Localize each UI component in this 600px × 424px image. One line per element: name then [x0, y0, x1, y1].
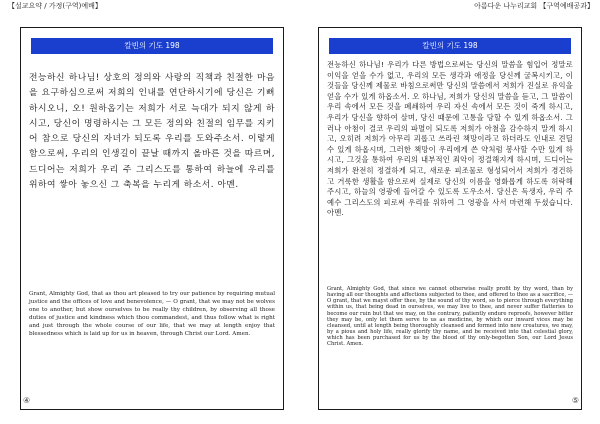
english-prayer-text: Grant, Almighty God, that since we cannot otherwise really profit by thy word, than by having all our thoughts and affections subjected to thee, and offered to thee as a sacrifice, — O grant, that we mayst offer thee, by the sound of thy word, so to pierce through everything within us, that being dead in ourselves, we may live to thee, and never suffer flatteries to become our ruin but that we may, on the contrary, patiently endure reproofs, however bitter they may be, only let them serve to us as medicine, by which our inward vices may be cleansed, until at length being thoroughly cleansed and formed into new creatures, we may, by a pious and holy life, really glorify thy name, and be received into that celestial glory, which has been purchased for us by the blood of thy only-begotten Son, our Lord Jesus Christ. Amen. — [327, 286, 573, 348]
page-number: ④ — [23, 396, 31, 405]
left-page — [20, 27, 284, 410]
header-right-text: 아름다운 나누리교회 【구역예배공과】 — [474, 2, 594, 10]
english-prayer-text: Grant, Almighty God, that as thou art pleased to try our patience by requiring mutual justice and the offices of love and benevolence, — O grant, that we may not be wolves one to another, but show ourselves to be really thy children, by observing all those duties of justice and kindness which thou commandest, and thus follow what is right and just through the whole course of our life, that we may at length enjoy that blessedness which is laid up for us in heaven, through Christ our Lord. Amen. — [29, 291, 275, 338]
prayer-title-bar: 칼빈의 기도 198 — [329, 38, 571, 54]
prayer-title-bar: 칼빈의 기도 198 — [31, 38, 273, 54]
korean-prayer-text: 전능하신 하나님! 우리가 다른 방법으로써는 당신의 말씀을 힘입어 정말로 이익을 얻을 수가 없고, 우리의 모든 생각과 애정을 당신께 굴복시키고, 이것들을 당신께 제물로 바침으로써만 당신의 말씀에서 저희가 진실로 유익을 얻을 수가 있게 하옵소서. 오 하나님, 저희가 당신의 말씀을 듣고, 그 말씀이 우리 속에서 모든 것을 폐쇄하여 우리 자신 속에서 모든 것이 죽게 하시고, 우리가 당신을 향하여 살며, 당신 때문에 고통을 당할 수 있게 하옵소서. 그러나 아첨이 결코 우리의 파멸이 되도록 저희가 아첨을 감수하지 말게 하시고, 오히려 저희가 아무리 괴롭고 쓰라린 책망이라고 하더라도 인내로 견딜 수 있게 하옵시며, 그러한 책망이 우리에게 쓴 약처럼 봉사할 수만 있게 하시고, 그것을 통하여 우리의 내부적인 죄악이 정결해지게 하시며, 드디어는 저희가 완전히 정결하게 되고, 새로운 피조물로 형성되어서 저희가 경건하고 거룩한 생활을 함으로써 실제로 당신의 이름을 영화롭게 하도록 허락해 주시고, 하늘의 영광에 들어갈 수 있도록 도우소서. 당신은 독생자, 우리 주 예수 그리스도의 피로써 우리를 위하여 그 영광을 사서 마련해 두셨습니다. 아멘. — [327, 60, 573, 218]
header-left-text: 【설교요약 / 가정(구역)예배】 — [8, 2, 102, 10]
page-number: ⑤ — [571, 396, 579, 405]
right-page — [318, 27, 582, 410]
korean-prayer-text: 전능하신 하나님! 상호의 정의와 사랑의 직책과 친절한 마음을 요구하심으로써 저희의 인내를 연단하시기에 당신은 기뻐하시오니, 오! 원하옵기는 저희가 서로 늑대가 되지 않게 하시고, 당신이 명령하시는 그 모든 정의와 친절의 임무를 지키어 참으로 당신의 자녀가 되도록 우리를 도와주소서. 이렇게 함으로써, 우리의 인생길이 끝날 때까지 올바른 것을 따르며, 드디어는 저희가 우리 주 그리스도를 통하여 하늘에 우리를 위하여 쌓아 놓으신 그 축복을 누리게 하소서. 아멘. — [29, 73, 275, 191]
